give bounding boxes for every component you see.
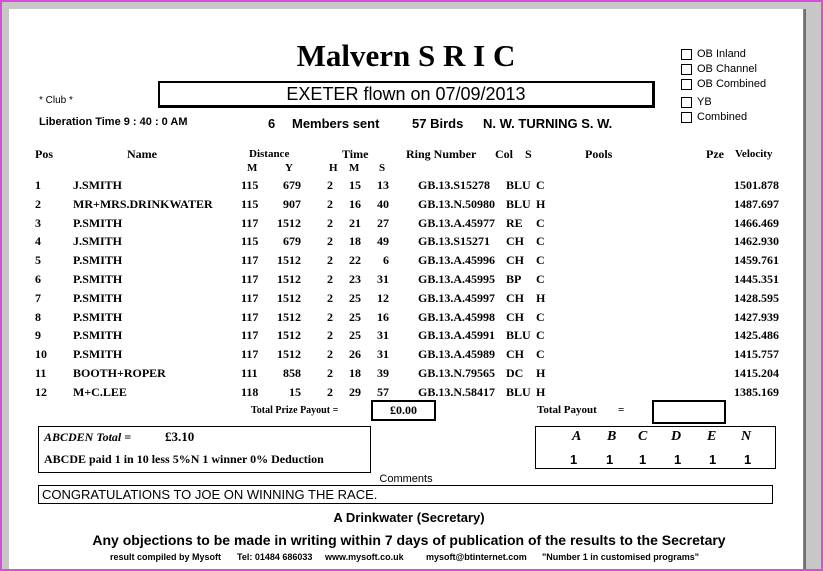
col-dist-yards: Y: [285, 162, 293, 174]
row-distance-yards: 907: [283, 196, 301, 211]
row-distance-yards: 1512: [277, 253, 301, 268]
row-time-hours: 2: [327, 384, 333, 399]
abc-deduction-line: ABCDE paid 1 in 10 less 5%N 1 winner 0% Deduction: [44, 452, 324, 466]
table-row: [9, 310, 803, 329]
row-position: 12: [35, 384, 47, 399]
row-ring-number: GB.13.A.45997: [418, 290, 496, 305]
checkbox-icon[interactable]: [681, 64, 692, 75]
row-sex: H: [536, 384, 546, 399]
pool-letter: A: [572, 429, 582, 444]
row-time-secs: 16: [377, 309, 389, 324]
row-ring-number: GB.13.N.50980: [418, 196, 496, 211]
option-ob-channel[interactable]: [681, 63, 757, 75]
option-label: OB Channel: [697, 63, 757, 75]
row-distance-miles: 115: [241, 234, 259, 249]
row-distance-miles: 117: [241, 253, 259, 268]
pool-value: 1: [639, 452, 647, 467]
row-sex: C: [536, 234, 545, 249]
option-label: OB Inland: [697, 48, 746, 60]
option-label: OB Combined: [697, 78, 767, 90]
row-distance-yards: 1512: [277, 272, 301, 286]
row-colour: BLU: [506, 328, 531, 343]
table-row: [9, 328, 803, 347]
row-sex: H: [536, 366, 546, 380]
row-name: M+C.LEE: [73, 384, 127, 399]
liberation-time: Liberation Time 9 : 40 : 0 AM: [39, 116, 188, 128]
row-time-secs: 31: [377, 328, 389, 343]
row-time-mins: 15: [349, 178, 361, 192]
row-time-hours: 2: [327, 366, 333, 380]
row-velocity: 1459.761: [734, 253, 779, 268]
row-name: P.SMITH: [73, 328, 123, 343]
row-time-mins: 23: [349, 272, 361, 286]
row-velocity: 1501.878: [734, 178, 779, 192]
footer-compiled: result compiled by Mysoft: [110, 552, 222, 562]
row-ring-number: GB.13.A.45995: [418, 272, 496, 286]
col-ring: Ring Number: [406, 147, 477, 161]
row-velocity: 1462.930: [734, 234, 779, 249]
row-distance-yards: 1512: [277, 328, 301, 343]
pool-letter: C: [638, 429, 648, 444]
row-distance-yards: 679: [283, 234, 301, 249]
row-colour: BLU: [506, 178, 531, 192]
row-position: 3: [35, 215, 41, 230]
row-ring-number: GB.13.A.45977: [418, 215, 496, 230]
row-time-secs: 6: [383, 253, 389, 268]
total-prize-label: Total Prize Payout =: [251, 405, 339, 416]
row-colour: CH: [506, 253, 524, 268]
row-sex: C: [536, 328, 545, 343]
row-time-mins: 18: [349, 366, 361, 380]
row-time-secs: 39: [377, 366, 389, 380]
members-count: 6: [268, 116, 276, 131]
abc-total-value: £3.10: [165, 429, 195, 444]
col-distance: Distance: [249, 148, 290, 160]
row-time-mins: 25: [349, 328, 361, 343]
row-time-secs: 49: [377, 234, 389, 249]
row-distance-yards: 1512: [277, 215, 301, 230]
footer-website: www.mysoft.co.uk: [325, 552, 404, 562]
row-time-secs: 31: [377, 272, 389, 286]
club-label: * Club *: [39, 95, 73, 106]
row-sex: H: [536, 196, 546, 211]
pool-value: 1: [570, 452, 578, 467]
row-time-secs: 12: [377, 290, 389, 305]
row-distance-yards: 1512: [277, 347, 301, 362]
row-distance-miles: 117: [241, 309, 259, 324]
row-name: MR+MRS.DRINKWATER: [73, 196, 213, 211]
row-ring-number: GB.13.N.58417: [418, 384, 496, 399]
table-row: [9, 366, 803, 385]
col-prize: Pze: [706, 147, 724, 161]
row-ring-number: GB.13.S15278: [418, 178, 491, 192]
pool-value: 1: [674, 452, 682, 467]
row-position: 5: [35, 253, 41, 268]
row-time-hours: 2: [327, 178, 333, 192]
option-label: Combined: [697, 111, 748, 123]
row-ring-number: GB.13.N.79565: [418, 366, 496, 380]
col-name: Name: [127, 147, 157, 161]
row-colour: BLU: [506, 196, 531, 211]
row-time-secs: 40: [377, 196, 389, 211]
table-row: [9, 253, 803, 272]
total-payout-value: [652, 400, 726, 424]
row-time-hours: 2: [327, 309, 333, 324]
row-distance-yards: 858: [283, 366, 301, 380]
row-time-mins: 22: [349, 253, 361, 268]
row-ring-number: GB.13.S15271: [418, 234, 491, 249]
race-title: EXETER flown on 07/09/2013: [158, 81, 655, 108]
comments-label: Comments: [379, 473, 433, 485]
table-row: [9, 216, 803, 235]
pool-letter: N: [741, 429, 752, 444]
row-time-hours: 2: [327, 272, 333, 286]
row-time-hours: 2: [327, 196, 333, 211]
pool-value: 1: [606, 452, 614, 467]
row-sex: H: [536, 290, 546, 305]
option-ob-inland[interactable]: [681, 48, 746, 60]
footer-email: mysoft@btinternet.com: [426, 552, 527, 562]
row-velocity: 1385.169: [734, 384, 779, 399]
row-time-hours: 2: [327, 215, 333, 230]
row-time-mins: 16: [349, 196, 361, 211]
row-distance-miles: 117: [241, 272, 259, 286]
row-name: BOOTH+ROPER: [73, 366, 166, 380]
birds-count: 57 Birds: [412, 116, 464, 131]
row-sex: C: [536, 178, 545, 192]
row-time-hours: 2: [327, 328, 333, 343]
row-velocity: 1445.351: [734, 272, 779, 286]
comments-field[interactable]: CONGRATULATIONS TO JOE ON WINNING THE RACE.: [38, 485, 773, 504]
row-time-mins: 25: [349, 309, 361, 324]
pool-value: 1: [744, 452, 752, 467]
row-position: 7: [35, 290, 41, 305]
row-time-hours: 2: [327, 253, 333, 268]
row-distance-miles: 117: [241, 347, 259, 362]
row-time-mins: 18: [349, 234, 361, 249]
row-time-secs: 27: [377, 215, 389, 230]
row-time-hours: 2: [327, 290, 333, 305]
row-distance-yards: 679: [283, 178, 301, 192]
page-title: Malvern S R I C: [296, 38, 516, 73]
row-time-mins: 29: [349, 384, 361, 399]
row-distance-yards: 1512: [277, 309, 301, 324]
table-row: [9, 178, 803, 197]
table-row: [9, 197, 803, 216]
row-position: 8: [35, 309, 41, 324]
row-sex: C: [536, 272, 545, 286]
table-row: [9, 234, 803, 253]
row-distance-yards: 1512: [277, 290, 301, 305]
checkbox-icon[interactable]: [681, 112, 692, 123]
table-row: [9, 291, 803, 310]
row-name: P.SMITH: [73, 253, 123, 268]
row-time-mins: 21: [349, 215, 361, 230]
table-row: [9, 272, 803, 291]
col-colour: Col: [495, 147, 513, 161]
row-colour: RE: [506, 215, 523, 230]
row-position: 6: [35, 272, 41, 286]
option-yb[interactable]: [681, 96, 712, 108]
col-pos: Pos: [35, 147, 53, 161]
col-time-secs: S: [379, 162, 386, 174]
row-time-secs: 13: [377, 178, 389, 192]
row-name: J.SMITH: [73, 234, 123, 249]
results-sheet: [9, 9, 804, 569]
col-velocity: Velocity: [735, 148, 773, 160]
wind-direction: N. W. TURNING S. W.: [483, 116, 613, 131]
row-sex: C: [536, 253, 545, 268]
row-time-hours: 2: [327, 234, 333, 249]
pool-letter: D: [671, 429, 682, 444]
row-position: 11: [35, 366, 47, 380]
row-distance-miles: 117: [241, 215, 259, 230]
row-ring-number: GB.13.A.45998: [418, 309, 496, 324]
row-sex: C: [536, 309, 545, 324]
table-row: [9, 347, 803, 366]
option-label: YB: [697, 96, 712, 108]
row-ring-number: GB.13.A.45996: [418, 253, 496, 268]
footer-telephone: Tel: 01484 686033: [237, 552, 313, 562]
row-position: 4: [35, 234, 41, 249]
row-colour: CH: [506, 309, 524, 324]
col-time-mins: M: [349, 162, 360, 174]
row-colour: CH: [506, 290, 524, 305]
checkbox-icon[interactable]: [681, 79, 692, 90]
row-position: 10: [35, 347, 47, 362]
col-time: Time: [342, 147, 369, 161]
col-sex: S: [525, 147, 532, 161]
row-name: P.SMITH: [73, 290, 123, 305]
col-pools: Pools: [585, 147, 613, 161]
pool-letter: E: [707, 429, 717, 444]
members-label: Members sent: [292, 116, 380, 131]
row-distance-miles: 117: [241, 290, 259, 305]
row-sex: C: [536, 347, 545, 362]
row-colour: BLU: [506, 384, 531, 399]
pool-value: 1: [709, 452, 717, 467]
row-time-secs: 31: [377, 347, 389, 362]
total-payout-equals: =: [618, 404, 625, 416]
pool-letter: B: [607, 429, 617, 444]
row-time-hours: 2: [327, 347, 333, 362]
row-distance-yards: 15: [289, 384, 301, 399]
row-position: 1: [35, 178, 41, 192]
row-velocity: 1487.697: [734, 196, 779, 211]
row-time-mins: 26: [349, 347, 361, 362]
row-ring-number: GB.13.A.45991: [418, 328, 496, 343]
row-velocity: 1415.757: [734, 347, 779, 362]
row-distance-miles: 111: [241, 366, 258, 380]
objections-notice: Any objections to be made in writing within 7 days of publication of the results to the Secretary: [92, 532, 726, 548]
row-name: P.SMITH: [73, 215, 123, 230]
checkbox-icon[interactable]: [681, 97, 692, 108]
row-distance-miles: 117: [241, 328, 259, 343]
row-velocity: 1425.486: [734, 328, 779, 343]
option-ob-combined[interactable]: [681, 78, 766, 90]
total-payout-label: Total Payout: [537, 404, 597, 416]
row-colour: CH: [506, 347, 524, 362]
col-time-hours: H: [329, 162, 338, 174]
option-combined[interactable]: [681, 111, 747, 123]
row-position: 2: [35, 196, 41, 211]
row-colour: CH: [506, 234, 524, 249]
row-distance-miles: 118: [241, 384, 259, 399]
row-distance-miles: 115: [241, 196, 259, 211]
row-velocity: 1415.204: [734, 366, 779, 380]
row-name: J.SMITH: [73, 178, 123, 192]
row-ring-number: GB.13.A.45989: [418, 347, 496, 362]
row-colour: BP: [506, 272, 522, 286]
row-colour: DC: [506, 366, 524, 380]
col-dist-miles: M: [247, 162, 258, 174]
row-name: P.SMITH: [73, 347, 123, 362]
secretary-name: A Drinkwater (Secretary): [333, 510, 485, 525]
row-name: P.SMITH: [73, 309, 123, 324]
row-time-secs: 57: [377, 384, 389, 399]
total-prize-value: £0.00: [371, 400, 436, 421]
checkbox-icon[interactable]: [681, 49, 692, 60]
abc-total-label: ABCDEN Total =: [44, 430, 132, 444]
footer-slogan: "Number 1 in customised programs": [542, 552, 700, 562]
row-position: 9: [35, 328, 41, 343]
row-time-mins: 25: [349, 290, 361, 305]
row-name: P.SMITH: [73, 272, 123, 286]
row-velocity: 1427.939: [734, 309, 779, 324]
row-velocity: 1466.469: [734, 215, 779, 230]
row-distance-miles: 115: [241, 178, 259, 192]
row-sex: C: [536, 215, 545, 230]
row-velocity: 1428.595: [734, 290, 779, 305]
